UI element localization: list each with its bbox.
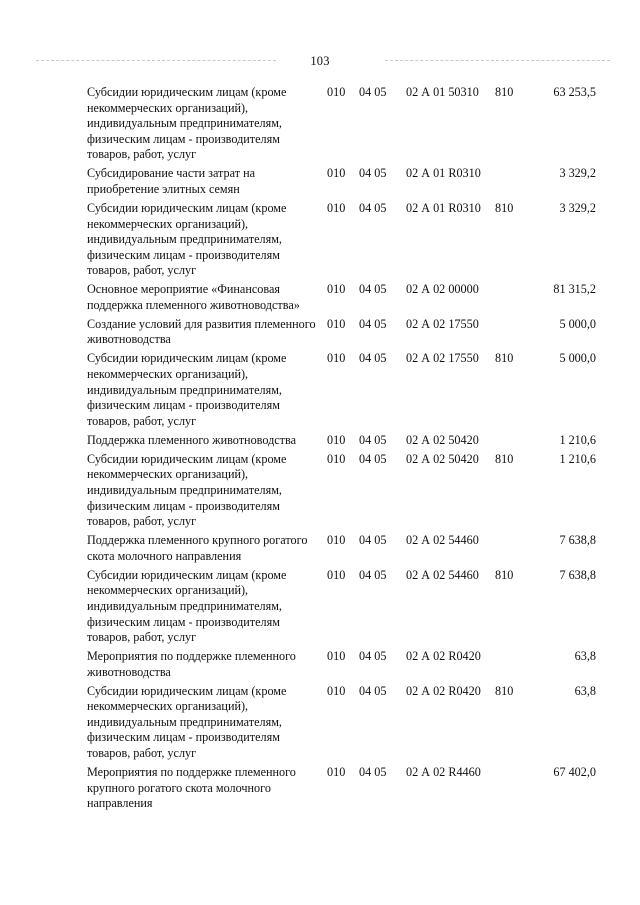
admin-code: 010 (327, 282, 346, 297)
section-code: 04 05 (359, 649, 387, 664)
item-name: Субсидии юридическим лицам (кроме некоммерческих организаций), индивидуальным предпринимателям, физическим лицам - производителям товаров, работ, услуг (87, 451, 287, 529)
section-code: 04 05 (359, 765, 387, 780)
expense-type-code: 810 (495, 351, 514, 366)
table-row (0, 765, 640, 812)
section-code: 04 05 (359, 85, 387, 99)
item-name: Субсидии юридическим лицам (кроме некоммерческих организаций), индивидуальным предпринимателям, физическим лицам - производителям товаров, работ, услуг (87, 200, 287, 278)
admin-code: 010 (327, 200, 346, 215)
item-name: Создание условий для развития племенного животноводства (87, 316, 316, 347)
item-name: Поддержка племенного животноводства (87, 432, 297, 447)
amount: 7 638,8 (559, 533, 596, 548)
admin-code: 010 (327, 683, 346, 698)
target-code: 02 А 02 54460 (406, 567, 479, 582)
table-row (0, 317, 640, 348)
target-code: 02 А 02 50420 (406, 432, 479, 447)
expense-type-code: 810 (495, 85, 514, 99)
table-row (0, 533, 640, 564)
section-code: 04 05 (359, 166, 387, 181)
item-name: Основное мероприятие «Финансовая поддержка племенного животноводства» (87, 282, 300, 312)
target-code: 02 А 02 00000 (406, 282, 479, 297)
amount: 5 000,0 (559, 316, 596, 331)
table-row (0, 684, 640, 762)
target-code: 02 А 02 17550 (406, 351, 479, 366)
admin-code: 010 (327, 533, 346, 548)
table-row (0, 166, 640, 197)
expense-type-code: 810 (495, 200, 514, 215)
table-row (0, 433, 640, 449)
admin-code: 010 (327, 166, 346, 181)
table-row (0, 85, 640, 163)
section-code: 04 05 (359, 533, 387, 548)
amount: 3 329,2 (559, 166, 596, 181)
section-code: 04 05 (359, 351, 387, 366)
admin-code: 010 (327, 649, 346, 664)
amount: 5 000,0 (559, 351, 596, 366)
budget-table (0, 85, 640, 815)
admin-code: 010 (327, 765, 346, 780)
section-code: 04 05 (359, 432, 387, 447)
item-name: Мероприятия по поддержке племенного животноводства (87, 649, 296, 679)
item-name: Субсидии юридическим лицам (кроме некоммерческих организаций), индивидуальным предпринимателям, физическим лицам - производителям товаров, работ, услуг (87, 351, 287, 428)
admin-code: 010 (327, 567, 346, 582)
table-row (0, 568, 640, 646)
target-code: 02 А 01 R0310 (406, 166, 481, 181)
admin-code: 010 (327, 451, 346, 466)
amount: 3 329,2 (559, 200, 596, 215)
section-code: 04 05 (359, 567, 387, 582)
table-row (0, 649, 640, 680)
expense-type-code: 810 (495, 451, 514, 466)
target-code: 02 А 01 R0310 (406, 200, 481, 215)
admin-code: 010 (327, 85, 346, 99)
table-row (0, 351, 640, 429)
section-code: 04 05 (359, 316, 387, 331)
target-code: 02 А 02 R0420 (406, 683, 481, 698)
item-name: Субсидирование части затрат на приобретение элитных семян (87, 166, 256, 196)
table-row (0, 452, 640, 530)
table-row (0, 201, 640, 279)
section-code: 04 05 (359, 683, 387, 698)
amount: 7 638,8 (559, 567, 596, 582)
target-code: 02 А 02 R0420 (406, 649, 481, 664)
section-code: 04 05 (359, 282, 387, 297)
target-code: 02 А 02 54460 (406, 533, 479, 548)
amount: 63,8 (574, 683, 596, 698)
section-code: 04 05 (359, 451, 387, 466)
section-code: 04 05 (359, 200, 387, 215)
target-code: 02 А 01 50310 (406, 85, 479, 99)
amount: 81 315,2 (553, 282, 596, 297)
table-row (0, 282, 640, 313)
item-name: Субсидии юридическим лицам (кроме некоммерческих организаций), индивидуальным предпринимателям, физическим лицам - производителям товаров, работ, услуг (87, 683, 287, 761)
amount: 63,8 (574, 649, 596, 664)
item-name: Мероприятия по поддержке племенного крупного рогатого скота молочного направления (87, 765, 296, 811)
target-code: 02 А 02 17550 (406, 316, 479, 331)
item-name: Субсидии юридическим лицам (кроме некоммерческих организаций), индивидуальным предпринимателям, физическим лицам - производителям товаров, работ, услуг (87, 567, 287, 645)
expense-type-code: 810 (495, 567, 514, 582)
amount: 1 210,6 (559, 432, 596, 447)
item-name: Поддержка племенного крупного рогатого скота молочного направления (87, 533, 308, 563)
expense-type-code: 810 (495, 683, 514, 698)
amount: 63 253,5 (553, 85, 596, 99)
admin-code: 010 (327, 351, 346, 366)
target-code: 02 А 02 50420 (406, 451, 479, 466)
item-name: Субсидии юридическим лицам (кроме некоммерческих организаций), индивидуальным предпринимателям, физическим лицам - производителям товаров, работ, услуг (87, 85, 287, 162)
amount: 67 402,0 (553, 765, 596, 780)
page-number: 103 (310, 54, 330, 68)
target-code: 02 А 02 R4460 (406, 765, 481, 780)
amount: 1 210,6 (559, 451, 596, 466)
admin-code: 010 (327, 316, 346, 331)
admin-code: 010 (327, 432, 346, 447)
